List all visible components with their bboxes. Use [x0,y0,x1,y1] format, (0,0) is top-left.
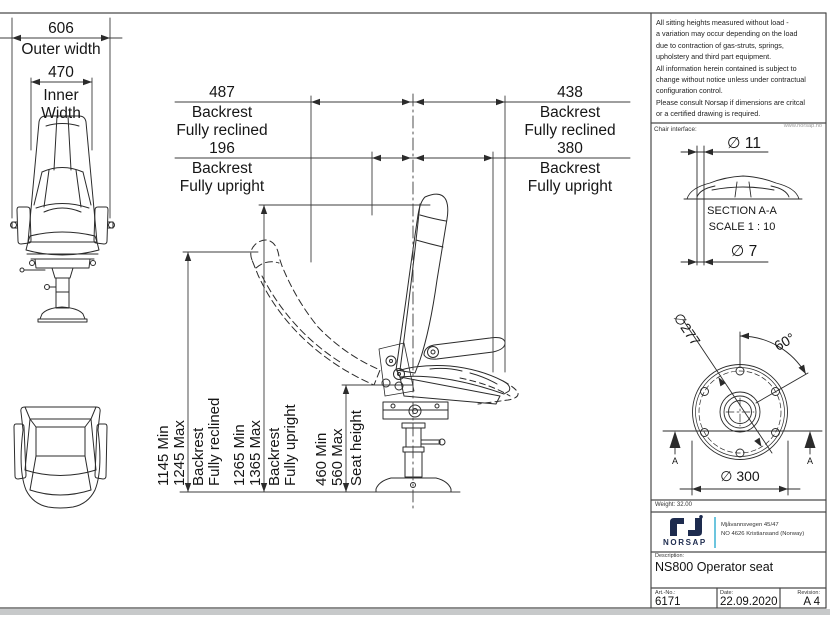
address-line-1: Mjåvannsvegen 45/47 [721,522,779,528]
upright-right-value: 380 [557,140,583,157]
height-upright-min: 1265 Min [231,424,248,486]
date-label: Date: [720,590,734,596]
flange-hole-angle: 60° [771,329,798,354]
reclined-left-label-2: Fully reclined [176,122,268,139]
note-line: Please consult Norsap if dimensions are critcal [656,97,806,107]
notes-block [656,17,822,132]
note-line: a variation may occur depending on the load [656,29,798,39]
note-line: All information herein contained is subject to [656,63,797,73]
note-line: or a certified drawing is required. [656,109,761,119]
height-reclined-max: 1245 Max [171,420,188,486]
revision-value: A 4 [803,596,820,608]
inner-width-value: 470 [48,64,74,81]
upright-right-label-1: Backrest [539,160,601,177]
logo-divider [714,517,716,548]
seat-height-max: 560 Max [329,428,346,486]
section-dia-bottom: ∅ 7 [730,243,758,260]
height-reclined-label-1: Backrest [190,427,207,486]
note-line: All sitting heights measured without load - [656,18,789,27]
outer-width-label: Outer width [21,41,101,58]
section-title: SECTION A-A [707,205,777,217]
height-upright-max: 1365 Max [247,420,264,486]
flange-outer-dia: ∅ 300 [720,468,760,484]
upright-left-label-1: Backrest [191,160,253,177]
address-line-2: NO 4626 Kristiansand (Norway) [721,530,805,537]
top-view-chair [14,407,107,508]
flange-bolt-circle-dia: ∅277 [670,309,704,349]
website-link: www.norsap.no [783,122,822,129]
reclined-backrest-phantom [251,240,380,385]
reclined-right-label-1: Backrest [539,104,601,121]
description-value: NS800 Operator seat [655,560,774,574]
seat-height-label: Seat height [348,410,365,486]
reclined-left-value: 487 [209,84,235,101]
inner-width-label-1: Inner [43,87,79,104]
revision-label: Revision: [797,590,820,596]
outer-width-value: 606 [48,20,74,37]
note-line: due to contraction of gas-struts, springs, [656,40,784,50]
reclined-right-value: 438 [557,84,583,101]
height-upright-label-2: Fully upright [282,404,299,486]
sheet-bottom-edge [0,609,830,615]
seat-height-min: 460 Min [313,432,330,486]
note-line: upholstery and third part equipment. [656,52,772,62]
note-line: change without notice unless under contractual [656,75,806,85]
section-scale: SCALE 1 : 10 [708,221,776,233]
section-marker-right: A [806,456,814,466]
upright-right-label-2: Fully upright [527,178,613,195]
date-value: 22.09.2020 [720,596,778,608]
chair-interface-label: Chair interface: [654,126,697,133]
brand-name: NORSAP [663,538,707,547]
description-label: Description: [655,553,685,559]
norsap-logo-icon [667,515,705,537]
height-reclined-label-2: Fully reclined [206,397,223,486]
section-marker-left: A [671,456,679,466]
inner-width-label-2: Width [41,105,81,122]
height-reclined-min: 1145 Min [155,425,172,486]
upright-left-label-2: Fully upright [179,178,265,195]
reclined-left-label-1: Backrest [191,104,253,121]
weight-label: Weight: 32.00 [655,502,692,508]
art-no-value: 6171 [655,596,681,608]
company-address [721,521,804,538]
front-view-chair [11,116,115,322]
upright-left-value: 196 [209,140,235,157]
art-no-label: Art.-No.: [655,590,676,596]
reclined-right-label-2: Fully reclined [524,122,616,139]
section-dia-top: ∅ 11 [727,135,761,152]
note-line: configuration control. [656,86,723,96]
height-upright-label-1: Backrest [266,427,283,486]
